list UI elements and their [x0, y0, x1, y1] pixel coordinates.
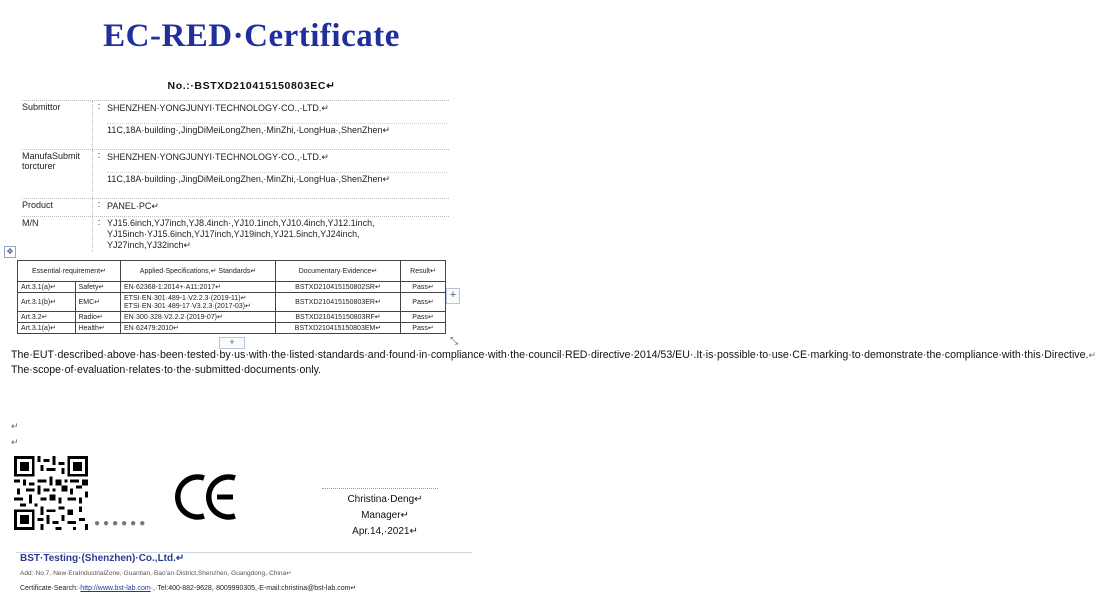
- submittor-value: [105, 101, 449, 149]
- standard-cell[interactable]: EN·300·328·V2.2.2·(2019-07)↵: [121, 312, 276, 323]
- column-header-essential-requirement: Essential·requirement↵: [18, 261, 121, 282]
- paragraph-mark-icon: ↵: [1088, 350, 1096, 360]
- table-row: [18, 323, 446, 334]
- article-cell[interactable]: Art.3.1(a)↵: [18, 323, 76, 334]
- specification-table: [17, 260, 446, 334]
- table-resize-handle-icon[interactable]: ⤡: [450, 336, 458, 347]
- contact-info: ·,·Tel:400-882-9628,·8009990305,·E-mail:christina@bst-lab.com↵: [150, 585, 357, 592]
- manufacturer-name[interactable]: SHENZHEN·YONGJUNYI·TECHNOLOGY·CO.,·LTD.↵: [107, 151, 447, 173]
- compliance-statement[interactable]: [11, 348, 1096, 378]
- topic-cell[interactable]: Health↵: [75, 323, 120, 334]
- model-number-line: YJ27inch,YJ32inch↵: [107, 240, 192, 250]
- column-header-documentary-evidence: Documentary·Evidence↵: [276, 261, 401, 282]
- topic-cell[interactable]: Radio↵: [75, 312, 120, 323]
- signature-block[interactable]: [300, 492, 470, 540]
- product-row: [22, 198, 449, 216]
- standard-cell[interactable]: EN·62479:2010↵: [121, 323, 276, 334]
- certificate-search-label: Certificate·Search:·: [20, 585, 81, 592]
- article-cell[interactable]: Art.3.1(b)↵: [18, 293, 76, 312]
- table-row: [18, 282, 446, 293]
- compliance-paragraph: [11, 348, 1096, 363]
- evidence-cell[interactable]: BSTXD210415150803RF↵: [276, 312, 401, 323]
- paragraph-mark-icon: ↵: [11, 421, 19, 431]
- manufacturer-label-text: ManufaSubmittorcturer: [22, 151, 81, 171]
- ce-mark-logo: [171, 472, 241, 522]
- add-row-below-button[interactable]: +: [219, 337, 245, 349]
- signature-line: [322, 488, 438, 489]
- signatory-title: Manager↵: [361, 510, 409, 521]
- topic-cell[interactable]: EMC↵: [75, 293, 120, 312]
- website-link[interactable]: http://www.bst-lab.com: [80, 585, 151, 592]
- model-number-label: M/N: [22, 217, 93, 252]
- model-number-line: YJ15inch·YJ15.6inch,YJ17inch,YJ19inch,YJ21.5inch,YJ24inch,: [107, 229, 360, 239]
- manufacturer-value: [105, 150, 449, 198]
- product-label: Product: [22, 199, 93, 216]
- column-header-result: Result↵: [401, 261, 446, 282]
- model-number-row: [22, 216, 449, 252]
- standard-cell[interactable]: EN·62368-1:2014+·A11:2017↵: [121, 282, 276, 293]
- company-name: BST·Testing·(Shenzhen)·Co.,Ltd.↵: [20, 553, 185, 564]
- empty-paragraphs[interactable]: [11, 418, 19, 450]
- field-separator: :: [97, 217, 101, 227]
- evidence-cell[interactable]: BSTXD210415150803EM↵: [276, 323, 401, 334]
- submittor-label: Submittor: [22, 101, 93, 149]
- certificate-info-grid: [22, 100, 449, 252]
- compliance-text: The·EUT·described·above·has·been·tested·by·us·with·the·listed·standards·and·found·in·compliance·with·the·council·RED·directive·2014/53/EU·.It·is·possible·to·use·CE·marking·to·demonstrate·the·compliance·with·this·Directive.: [11, 349, 1089, 361]
- certificate-title: EC-RED·Certificate: [103, 18, 400, 54]
- table-row: [18, 312, 446, 323]
- manufacturer-label: [22, 150, 93, 198]
- result-cell[interactable]: Pass↵: [401, 323, 446, 334]
- table-header-row: [18, 261, 446, 282]
- evidence-cell[interactable]: BSTXD210415150802SR↵: [276, 282, 401, 293]
- decorative-dots: ●●●●●●: [94, 518, 149, 529]
- evidence-cell[interactable]: BSTXD210415150803ER↵: [276, 293, 401, 312]
- article-cell[interactable]: Art.3.2↵: [18, 312, 76, 323]
- field-separator: :: [97, 150, 101, 160]
- result-cell[interactable]: Pass↵: [401, 293, 446, 312]
- paragraph-mark-icon: ↵: [11, 437, 19, 447]
- manufacturer-address[interactable]: 11C,18A·building·,JingDiMeiLongZhen,·MinZhi,·LongHua·,ShenZhen↵: [107, 174, 391, 184]
- field-separator: :: [97, 199, 101, 209]
- product-name[interactable]: PANEL·PC↵: [107, 201, 159, 211]
- submittor-row: [22, 100, 449, 149]
- manufacturer-row: [22, 149, 449, 198]
- qr-code-image: [14, 456, 88, 530]
- result-cell[interactable]: Pass↵: [401, 312, 446, 323]
- column-header-applied-specifications: Applied·Specifications,↵ Standards↵: [121, 261, 276, 282]
- article-cell[interactable]: Art.3.1(a)↵: [18, 282, 76, 293]
- model-number-line: YJ15.6inch,YJ7inch,YJ8.4inch·,YJ10.1inch,YJ10.4inch,YJ12.1inch,: [107, 218, 375, 228]
- table-row: [18, 293, 446, 312]
- company-address: Add:·No.7,·New·EraIndustrialZone,·Guantian,·Bao'an·District,Shenzhen,·Guangdong,·China↵: [20, 570, 292, 577]
- certificate-search-line: [20, 584, 500, 592]
- submittor-name[interactable]: SHENZHEN·YONGJUNYI·TECHNOLOGY·CO.,·LTD.↵: [107, 102, 447, 124]
- model-number-value[interactable]: [105, 217, 449, 252]
- add-row-button[interactable]: +: [446, 288, 460, 304]
- certificate-number: No.:·BSTXD210415150803EC↵: [167, 80, 336, 92]
- table-move-handle-icon[interactable]: ✥: [4, 246, 16, 258]
- field-separator: :: [97, 101, 101, 111]
- signature-date: Apr.14,·2021↵: [352, 526, 418, 537]
- standard-cell[interactable]: ETSI·EN·301·489-1·V2.2.3·(2019-11)↵ ETSI·EN·301·489-17·V3.2.3·(2017-03)↵: [121, 293, 276, 312]
- product-value: [105, 199, 449, 216]
- topic-cell[interactable]: Safety↵: [75, 282, 120, 293]
- result-cell[interactable]: Pass↵: [401, 282, 446, 293]
- submittor-address[interactable]: 11C,18A·building·,JingDiMeiLongZhen,·MinZhi,·LongHua·,ShenZhen↵: [107, 125, 391, 135]
- signatory-name: Christina·Deng↵: [347, 494, 423, 505]
- scope-paragraph: The·scope·of·evaluation·relates·to·the·submitted·documents·only.: [11, 364, 322, 377]
